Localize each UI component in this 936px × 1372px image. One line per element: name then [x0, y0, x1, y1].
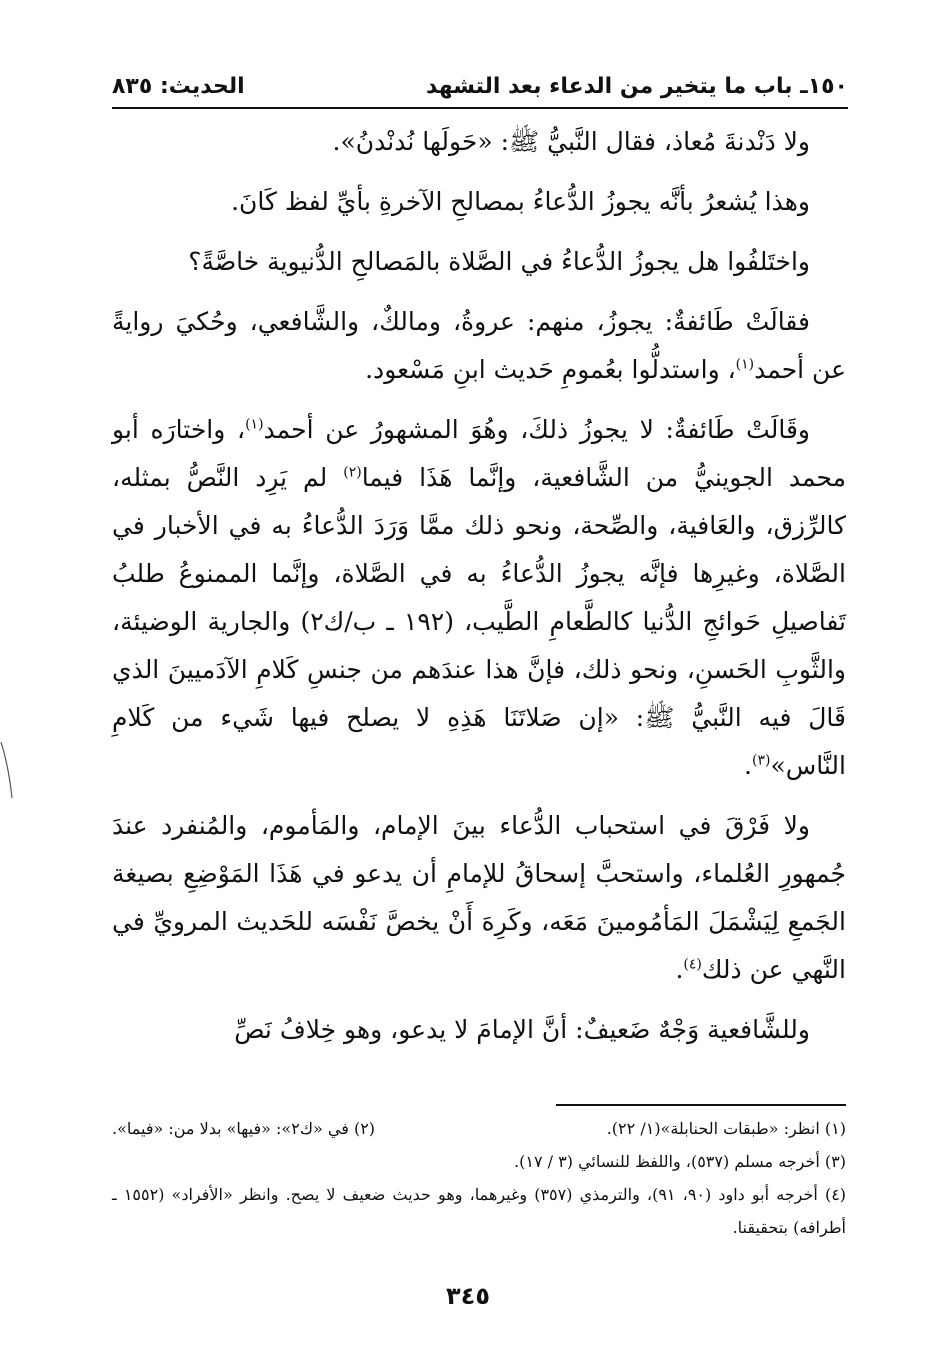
paragraph-6-text: ولا فَرْقَ في استحباب الدُّعاء بينَ الإمام، والمَأموم، والمُنفرد عندَ جُمهورِ العُلماء، واستحبَّ إسحاقُ للإمامِ أن يدعو في هَذَا المَوْضِعِ بصيغة الجَمعِ لِيَشْمَلَ المَأمُومينَ مَعَه، وكَرِهَ أَنْ يخصَّ نَفْسَه للحَديث المرويِّ في النَّهي عن ذلك: [112, 811, 846, 984]
chapter-title: ١٥٠ـ باب ما يتخير من الدعاء بعد التشهد: [426, 73, 848, 99]
paragraph-5: [112, 406, 846, 790]
page-number: ٣٤٥: [446, 1282, 490, 1310]
paragraph-2: وهذا يُشعرُ بأنَّه يجوزُ الدُّعاءُ بمصالحِ الآخرةِ بأيِّ لفظ كَانَ.: [231, 187, 810, 216]
paragraph-4: [112, 298, 846, 394]
paragraph-1: ولا دَنْدنةَ مُعاذ، فقال النَّبيُّ ﷺ: «حَولَها نُدنْدنُ».: [332, 127, 810, 156]
paragraph-4-tail: ، واستدلُّوا بعُمومِ حَديث ابنِ مَسْعود.: [365, 355, 736, 384]
footnote-2: (٢) في «ك٢»: «فيها» بدلا من: «فيما».: [112, 1119, 376, 1138]
paragraph-7: وللشَّافعية وَجْهٌ ضَعيفٌ: أنَّ الإمامَ لا يدعو، وهو خِلافُ نَصِّ: [234, 1015, 810, 1044]
paragraph-4-text: فقالَتْ طَائفةٌ: يجوزُ، منهم: عروةُ، ومالكٌ، والشَّافعي، وحُكيَ روايةً عن أحمد: [112, 307, 846, 384]
footnote-4: (٤) أخرجه أبو داود (٩٠، ٩١)، والترمذي (٣٥٧) وغيرهما، وهو حديث ضعيف لا يصح. وانظر «الأفراد» (١٥٥٢ ـ أطرافه) بتحقيقنا.: [112, 1185, 847, 1237]
paragraph-6-tail: .: [675, 955, 684, 984]
paragraph-5-part-b: لم يَرِد النَّصُّ بمثله، كالرِّزق، والعَافية، والصِّحة، ونحو ذلك ممَّا وَرَدَ الدُّعاءُ به في الأخبار في الصَّلاة، وغيرِها فإنَّه يجوزُ الدُّعاءُ به في الصَّلاة، وإنَّما الممنوعُ طلبُ تَفاصيلِ حَوائجِ الدُّنيا كالطَّعامِ الطَّيب، (١٩٢ ـ ب/ك٢) والجارية الوضيئة، والثَّوبِ الحَسنِ، ونحو ذلك، فإنَّ هذا عندَهم من جنسِ كَلامِ الآدَميينَ الذي قَالَ فيه النَّبيُّ ﷺ: «إن صَلاتَنَا هَذِهِ لا يصلح فيها شَيء من كَلامِ النَّاس»: [112, 463, 846, 780]
footnote-3: (٣) أخرجه مسلم (٥٣٧)، واللفظ للنسائي (٣ / ١٧).: [514, 1152, 846, 1171]
header-rule: [112, 107, 848, 109]
footnote-1: (١) انظر: «طبقات الحنابلة»(١/ ٢٢).: [606, 1119, 846, 1138]
footnote-rule: [556, 1104, 846, 1106]
paragraph-5-part-a: ، واختارَه أبو محمد الجوينيُّ من الشَّافعية، وإنَّما هَذَا فيما: [112, 415, 846, 492]
footnote-ref-1[interactable]: (١): [735, 356, 755, 373]
footnote-ref-1b[interactable]: (١): [245, 416, 264, 433]
paragraph-6: [112, 802, 846, 994]
hadith-number: الحديث: ٨٣٥: [112, 73, 245, 99]
paragraph-5-part-c: .: [744, 751, 752, 780]
footnote-ref-3[interactable]: (٣): [751, 752, 771, 769]
paragraph-5-text: وقَالَتْ طَائفةٌ: لا يجوزُ ذلكَ، وهُوَ المشهورُ عن أحمد: [263, 415, 810, 444]
footnote-ref-4[interactable]: (٤): [683, 956, 702, 973]
main-text: [112, 118, 846, 1066]
footnote-row-1: [112, 1112, 846, 1145]
paragraph-3: واختَلفُوا هل يجوزُ الدُّعاءُ في الصَّلاة بالمَصالحِ الدُّنيوية خاصَّةً؟: [188, 247, 810, 276]
footnotes: [112, 1112, 846, 1244]
margin-scan-mark: [0, 740, 14, 800]
footnote-ref-2[interactable]: (٢): [343, 464, 362, 481]
running-header: [112, 66, 848, 106]
